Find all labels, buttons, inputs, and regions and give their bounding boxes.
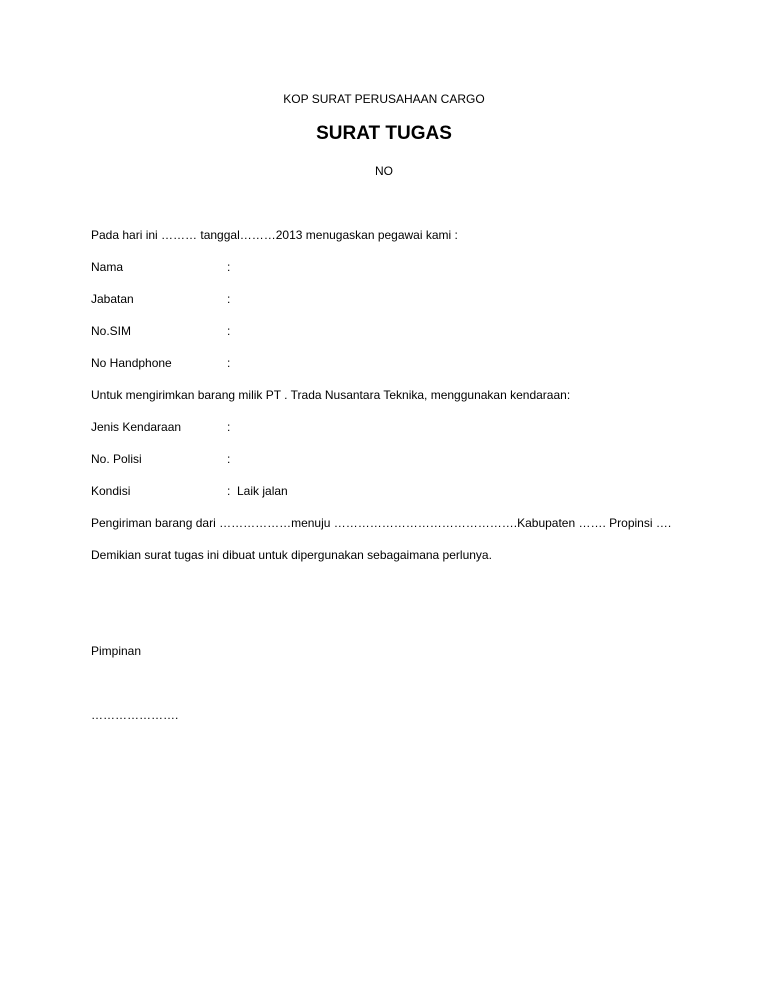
field-colon: : <box>227 324 231 338</box>
signature-title: Pimpinan <box>91 644 142 658</box>
field-colon: : <box>227 420 231 434</box>
field-label: No.SIM <box>91 324 132 338</box>
field-label: No. Polisi <box>91 452 142 466</box>
field-label: Jabatan <box>91 292 134 306</box>
field-label: Nama <box>91 260 124 274</box>
intro-text: Pada hari ini ……… tanggal………2013 menugaskan pegawai kami : <box>91 228 458 242</box>
purpose-text: Untuk mengirimkan barang milik PT . Trada Nusantara Teknika, menggunakan kendaraan: <box>91 388 571 402</box>
document-number-label: NO <box>375 164 393 178</box>
field-label: No Handphone <box>91 356 172 370</box>
shipment-text: Pengiriman barang dari ………………menuju ……………………………………….Kabupaten ……. Propinsi …. <box>91 516 672 530</box>
signature-line: …………………. <box>91 708 179 722</box>
field-label: Jenis Kendaraan <box>91 420 182 434</box>
closing-text: Demikian surat tugas ini dibuat untuk dipergunakan sebagaimana perlunya. <box>91 548 492 562</box>
field-colon: : <box>227 292 231 306</box>
field-colon: : <box>227 356 231 370</box>
field-value: Laik jalan <box>237 484 288 498</box>
field-colon: : <box>227 484 231 498</box>
field-colon: : <box>227 452 231 466</box>
field-colon: : <box>227 260 231 274</box>
field-label: Kondisi <box>91 484 131 498</box>
letterhead: KOP SURAT PERUSAHAAN CARGO <box>283 92 485 106</box>
document-title: SURAT TUGAS <box>316 123 452 144</box>
